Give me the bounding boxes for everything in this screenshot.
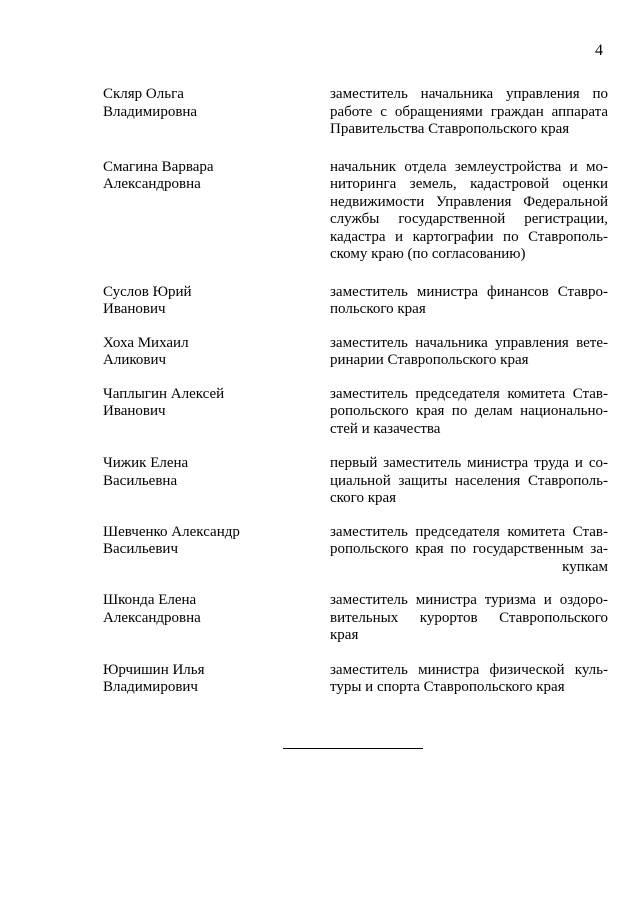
person-patronymic: Владимирович xyxy=(103,679,198,695)
person-patronymic: Александровна xyxy=(103,609,201,626)
person-position xyxy=(330,284,608,319)
person-position xyxy=(330,159,608,264)
position-line: недвижимости Управления Федеральной xyxy=(330,193,608,210)
position-line: заместитель министра финансов Ставро- xyxy=(330,283,608,300)
position-line: заместитель председателя комитета Став- xyxy=(330,385,608,402)
person-patronymic: Васильевна xyxy=(103,472,178,489)
position-line: заместитель председателя комитета Став- xyxy=(330,523,608,540)
position-line: первый заместитель министра труда и со- xyxy=(330,455,608,471)
person-patronymic: Васильевич xyxy=(103,541,178,557)
roster-entry xyxy=(103,284,608,319)
person-surname-given: Шевченко Александр xyxy=(103,523,240,540)
person-name xyxy=(103,159,330,264)
position-line: заместитель министра физической куль- xyxy=(330,661,608,678)
person-surname-given: Чаплыгин Алексей xyxy=(103,385,225,402)
position-line: заместитель министра туризма и оздоро- xyxy=(330,592,608,608)
page-number: 4 xyxy=(595,42,603,59)
person-patronymic: Александровна xyxy=(103,176,201,192)
person-patronymic: Аликович xyxy=(103,352,167,368)
roster-entry xyxy=(103,386,608,439)
position-line: кадастра и картографии по Ставрополь- xyxy=(330,228,608,245)
end-of-list-divider xyxy=(283,748,423,749)
position-line: работе с обращениями граждан аппарата xyxy=(330,103,608,120)
position-line: заместитель начальника управления вете- xyxy=(330,334,608,351)
person-position xyxy=(330,386,608,439)
person-surname-given: Юрчишин Илья xyxy=(103,661,205,678)
person-name xyxy=(103,386,330,439)
position-line: купкам xyxy=(562,558,608,575)
person-surname-given: Шконда Елена xyxy=(103,592,197,608)
position-line: стей и казачества xyxy=(330,420,441,437)
position-line: ропольского края по делам национально- xyxy=(330,403,608,419)
person-name xyxy=(103,455,330,508)
person-name xyxy=(103,662,330,697)
person-surname-given: Хоха Михаил xyxy=(103,334,189,351)
roster-entry xyxy=(103,592,608,645)
person-patronymic: Иванович xyxy=(103,301,166,317)
person-surname-given: Смагина Варвара xyxy=(103,158,214,175)
person-name xyxy=(103,86,330,139)
position-line: вительных курортов Ставропольского xyxy=(330,609,608,626)
person-position xyxy=(330,455,608,508)
person-name xyxy=(103,284,330,319)
roster-entry xyxy=(103,86,608,139)
position-line: циальной защиты населения Ставрополь- xyxy=(330,472,608,489)
position-line: ропольского края по государственным за- xyxy=(330,541,608,557)
person-position xyxy=(330,86,608,139)
person-surname-given: Чижик Елена xyxy=(103,455,189,471)
roster-entry xyxy=(103,455,608,508)
position-line: Правительства Ставропольского края xyxy=(330,121,570,137)
person-name xyxy=(103,335,330,370)
position-line: ниторинга земель, кадастровой оценки xyxy=(330,176,608,192)
position-line: края xyxy=(330,627,359,643)
roster-entry xyxy=(103,159,608,264)
position-line: ского края xyxy=(330,490,397,506)
roster-list xyxy=(103,86,608,697)
person-position xyxy=(330,524,608,577)
roster-entry xyxy=(103,662,608,697)
person-position xyxy=(330,592,608,645)
position-line: скому краю (по согласованию) xyxy=(330,246,526,262)
person-position xyxy=(330,335,608,370)
person-patronymic: Владимировна xyxy=(103,103,198,120)
person-patronymic: Иванович xyxy=(103,403,166,419)
person-surname-given: Скляр Ольга xyxy=(103,86,184,102)
person-name xyxy=(103,592,330,645)
position-line: туры и спорта Ставропольского края xyxy=(330,679,565,695)
position-line: заместитель начальника управления по xyxy=(330,86,608,102)
person-name xyxy=(103,524,330,577)
person-position xyxy=(330,662,608,697)
roster-entry xyxy=(103,335,608,370)
position-line: службы государственной регистрации, xyxy=(330,211,608,227)
position-line: начальник отдела землеустройства и мо- xyxy=(330,158,608,175)
position-line: польского края xyxy=(330,301,426,317)
position-line: ринарии Ставропольского края xyxy=(330,352,529,368)
person-surname-given: Суслов Юрий xyxy=(103,283,192,300)
roster-entry xyxy=(103,524,608,577)
